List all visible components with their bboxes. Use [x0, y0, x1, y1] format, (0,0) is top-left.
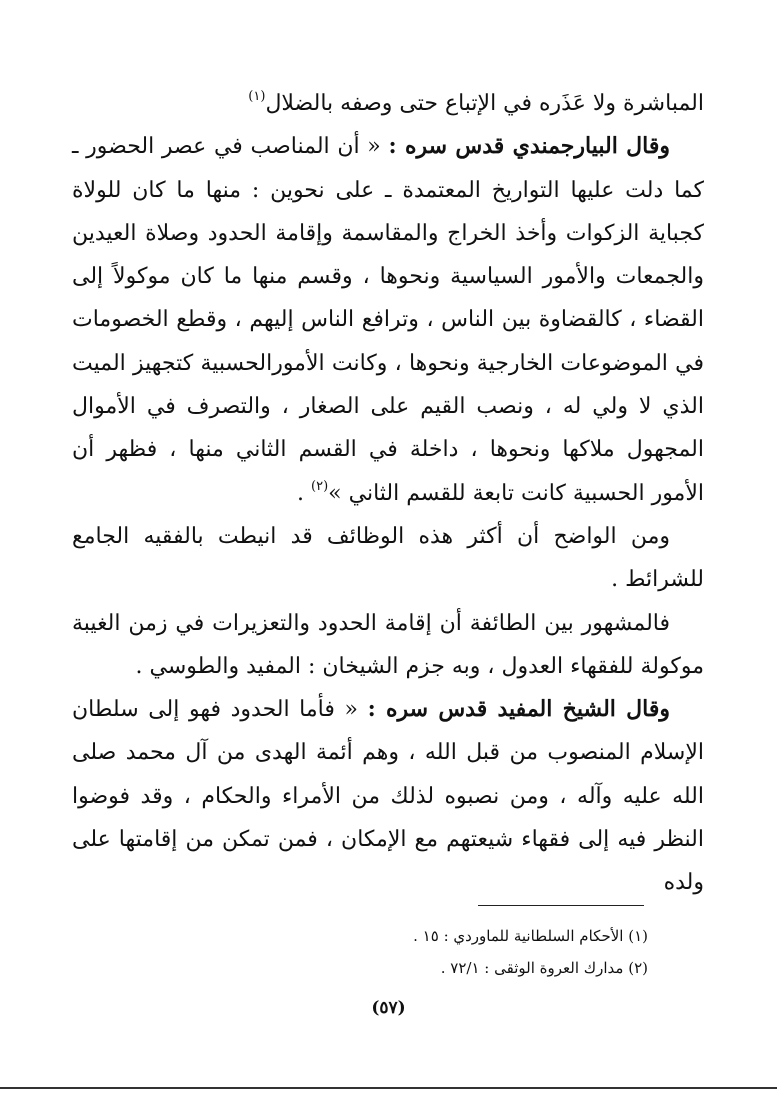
- paragraph-1-text: المباشرة ولا عَذَره في الإتباع حتى وصفه بالضلال: [265, 91, 704, 116]
- paragraph-2: [72, 125, 704, 515]
- paragraph-4: فالمشهور بين الطائفة أن إقامة الحدود والتعزيرات في زمن الغيبة موكولة للفقهاء العدول ، وبه جزم الشيخان : المفيد والطوسي .: [72, 610, 704, 679]
- footnote-ref-2: (٢): [311, 478, 329, 494]
- footnote-2: (٢) مدارك العروة الوثقى : ٧٢/١ .: [440, 959, 648, 977]
- footnote-separator: [478, 905, 644, 906]
- paragraph-2-text: « أن المناصب في عصر الحضور ـ كما دلت عليها التواريخ المعتمدة ـ على نحوين : منها ما كان للولاة كجباية الزكوات وأخذ الخراج والمقاسمة وإقامة الحدود وصلاة العيدين والجمعات والأمور السياسية ونحوها ، وقسم منها ما كان موكولاً إلى القضاء ، كالقضاوة بين الناس ، وترافع الناس إليهم ، وقطع الخصومات في الموضوعات الخارجية ونحوها ، وكانت الأمورالحسبية كتجهيز الميت الذي لا ولي له ، ونصب القيم على الصغار ، والتصرف في الأموال المجهول ملاكها ونحوها ، داخلة في القسم الثاني منها ، فظهر أن الأمور الحسبية كانت تابعة للقسم الثاني »: [72, 134, 704, 506]
- paragraph-5: [72, 688, 704, 904]
- paragraph-2-end: .: [297, 480, 312, 506]
- footnote-1: (١) الأحكام السلطانية للماوردي : ١٥ .: [413, 927, 648, 945]
- bottom-edge-line: [0, 1087, 777, 1089]
- footnote-ref-1: (١): [248, 89, 266, 104]
- speaker-bayarjmandi: وقال البيارجمندي قدس سره :: [388, 133, 671, 160]
- paragraph-5-text: « فأما الحدود فهو إلى سلطان الإسلام المنصوب من قبل الله ، وهم أئمة الهدى من آل محمد صلى الله عليه وآله ، ومن نصبوه لذلك من الأمراء والحكام ، وقد فوضوا النظر فيه إلى فقهاء شيعتهم مع الإمكان ، فمن تمكن من إقامتها على ولده: [72, 697, 704, 896]
- page-number: (٥٧): [371, 998, 406, 1018]
- body-text: [72, 82, 704, 905]
- speaker-mufid: وقال الشيخ المفيد قدس سره :: [367, 696, 670, 723]
- footnotes: [200, 920, 648, 984]
- paragraph-3: ومن الواضح أن أكثر هذه الوظائف قد انيطت بالفقيه الجامع للشرائط .: [72, 523, 704, 593]
- paragraph-1: [72, 82, 704, 125]
